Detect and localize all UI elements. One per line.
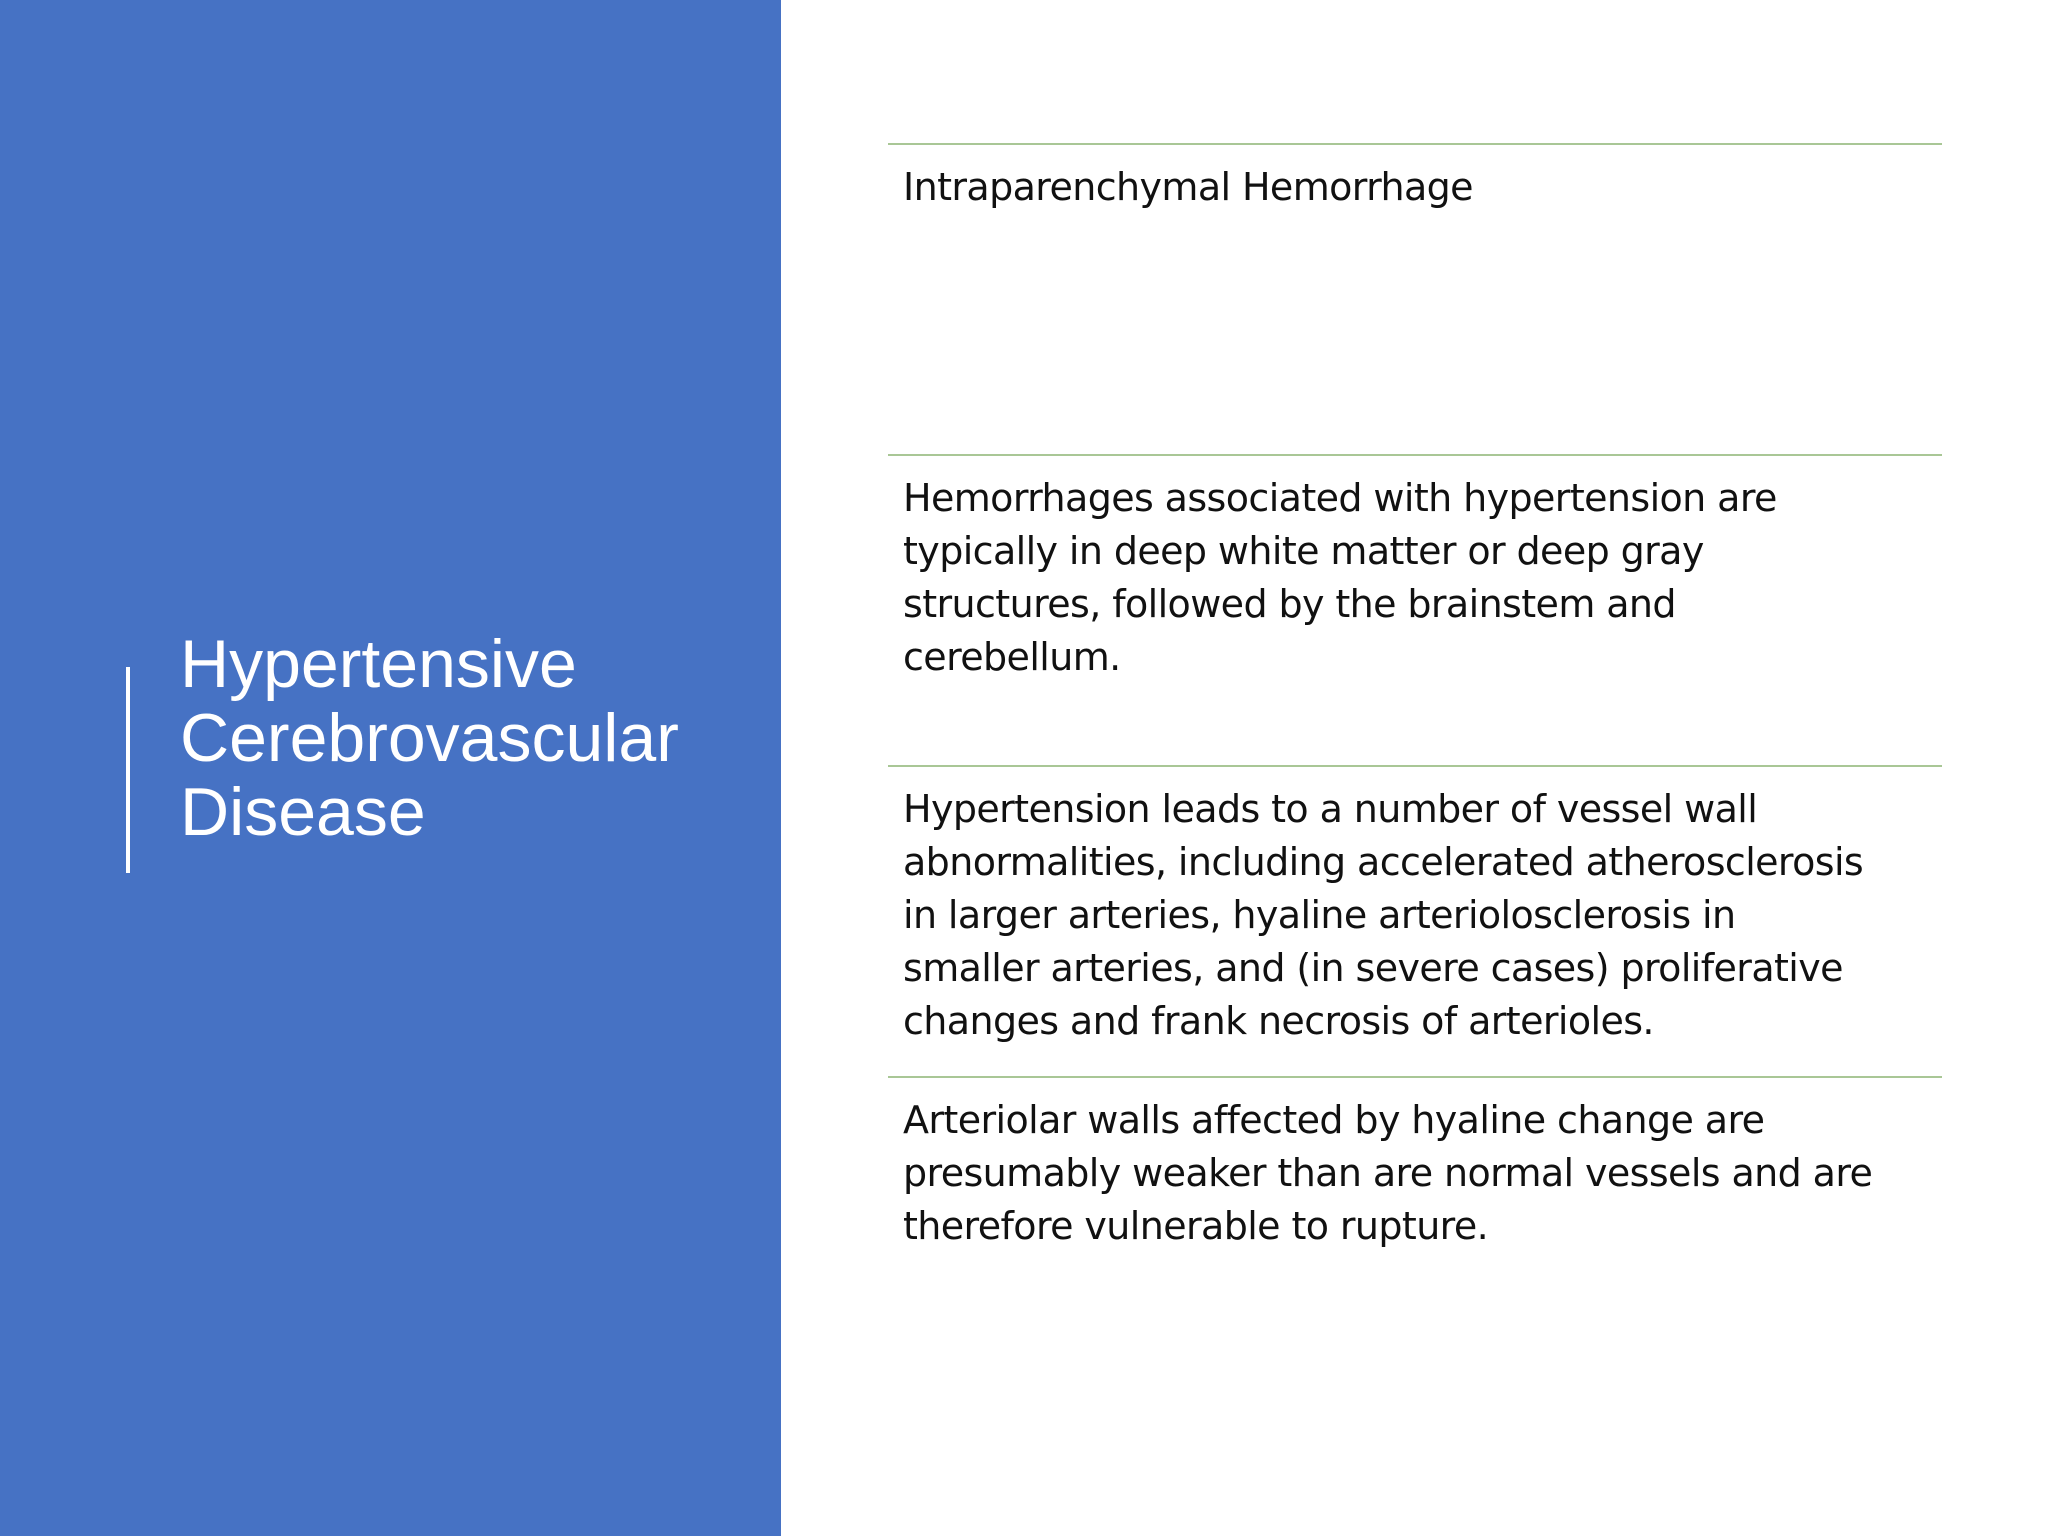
- slide-title: Hypertensive Cerebrovascular Disease: [180, 626, 679, 850]
- content-row-heading: Intraparenchymal Hemorrhage: [903, 165, 1473, 209]
- content-row: [888, 143, 1942, 454]
- content-row-text: Arteriolar walls affected by hyaline change are presumably weaker than are normal vessels and are therefore vulnerable to rupture.: [903, 1098, 1873, 1248]
- content-row: [888, 454, 1942, 765]
- content-row: [888, 1076, 1942, 1387]
- content-list: [888, 143, 1942, 1387]
- title-panel: [0, 0, 781, 1536]
- content-row-text: Hypertension leads to a number of vessel wall abnormalities, including accelerated atherosclerosis in larger arteries, hyaline arteriolosclerosis in smaller arteries, and (in severe cases) proliferative changes and frank necrosis of arterioles.: [903, 787, 1864, 1043]
- content-row-text: Hemorrhages associated with hypertension are typically in deep white matter or deep gray structures, followed by the brainstem and cerebellum.: [903, 476, 1777, 679]
- title-accent-bar: [126, 667, 130, 873]
- content-row: [888, 765, 1942, 1076]
